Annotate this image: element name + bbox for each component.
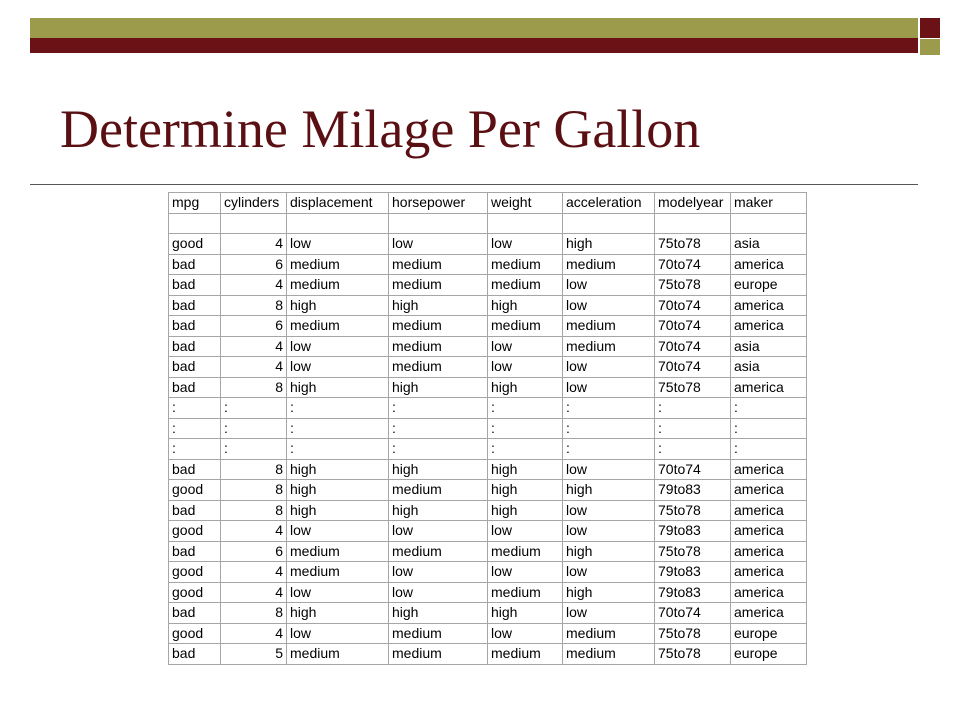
table-cell: 8 — [221, 377, 287, 398]
table-row — [169, 377, 807, 398]
table-row — [169, 254, 807, 275]
table-cell: : — [389, 418, 488, 439]
table-cell: : — [169, 398, 221, 419]
table-cell: medium — [563, 623, 655, 644]
table-cell: europe — [731, 644, 807, 665]
table-cell: 79to83 — [655, 521, 731, 542]
table-cell: 8 — [221, 459, 287, 480]
table-row — [169, 439, 807, 460]
column-header: horsepower — [389, 193, 488, 214]
table-cell: 79to83 — [655, 582, 731, 603]
table-cell: medium — [287, 541, 389, 562]
table-cell: high — [287, 459, 389, 480]
table-cell: low — [389, 234, 488, 255]
table-cell: 8 — [221, 500, 287, 521]
data-table-container — [168, 192, 806, 665]
table-cell: low — [488, 623, 563, 644]
table-cell — [389, 213, 488, 234]
table-cell: : — [655, 398, 731, 419]
table-cell: asia — [731, 234, 807, 255]
table-cell: : — [563, 418, 655, 439]
table-cell — [563, 213, 655, 234]
table-cell: medium — [287, 562, 389, 583]
table-cell: low — [563, 275, 655, 296]
table-row — [169, 644, 807, 665]
table-cell: 6 — [221, 541, 287, 562]
header-band-maroon — [30, 38, 918, 53]
table-cell: low — [563, 377, 655, 398]
table-cell: 70to74 — [655, 459, 731, 480]
table-cell: 4 — [221, 234, 287, 255]
table-cell: medium — [563, 644, 655, 665]
table-cell: : — [287, 418, 389, 439]
table-cell: medium — [563, 254, 655, 275]
table-cell: bad — [169, 316, 221, 337]
table-cell: medium — [563, 336, 655, 357]
table-cell: good — [169, 623, 221, 644]
table-cell: good — [169, 582, 221, 603]
table-cell: high — [389, 500, 488, 521]
table-row — [169, 480, 807, 501]
table-cell: medium — [488, 644, 563, 665]
table-cell: 70to74 — [655, 357, 731, 378]
table-cell: : — [221, 398, 287, 419]
table-cell: america — [731, 603, 807, 624]
table-cell: bad — [169, 377, 221, 398]
table-cell: high — [563, 541, 655, 562]
table-cell: low — [389, 582, 488, 603]
table-cell: medium — [488, 316, 563, 337]
table-cell — [169, 213, 221, 234]
table-cell: europe — [731, 623, 807, 644]
table-cell: america — [731, 254, 807, 275]
table-cell: low — [287, 582, 389, 603]
table-cell: medium — [389, 541, 488, 562]
table-cell: america — [731, 521, 807, 542]
slide-title: Determine Milage Per Gallon — [60, 99, 701, 159]
table-cell: low — [287, 521, 389, 542]
table-cell: 8 — [221, 603, 287, 624]
table-cell: low — [563, 500, 655, 521]
column-header: acceleration — [563, 193, 655, 214]
table-cell: low — [389, 521, 488, 542]
table-cell: 4 — [221, 357, 287, 378]
table-cell: low — [563, 603, 655, 624]
column-header: mpg — [169, 193, 221, 214]
table-cell: 75to78 — [655, 377, 731, 398]
table-cell: high — [488, 603, 563, 624]
table-cell: bad — [169, 459, 221, 480]
table-cell: america — [731, 562, 807, 583]
table-cell: high — [488, 459, 563, 480]
table-cell: bad — [169, 500, 221, 521]
table-cell: good — [169, 234, 221, 255]
table-cell: 75to78 — [655, 234, 731, 255]
table-cell: medium — [389, 336, 488, 357]
table-cell: : — [731, 418, 807, 439]
table-cell: america — [731, 459, 807, 480]
table-cell: america — [731, 480, 807, 501]
table-cell: high — [389, 295, 488, 316]
table-cell: bad — [169, 541, 221, 562]
table-cell: low — [488, 336, 563, 357]
table-body — [169, 193, 807, 665]
table-row — [169, 295, 807, 316]
table-cell: 75to78 — [655, 500, 731, 521]
table-row — [169, 459, 807, 480]
table-cell: 8 — [221, 480, 287, 501]
table-cell: america — [731, 541, 807, 562]
table-cell: 79to83 — [655, 562, 731, 583]
table-row — [169, 603, 807, 624]
table-cell: 70to74 — [655, 603, 731, 624]
table-cell: low — [563, 521, 655, 542]
table-row — [169, 316, 807, 337]
table-row — [169, 336, 807, 357]
table-cell: low — [563, 357, 655, 378]
table-row — [169, 582, 807, 603]
table-cell: low — [287, 234, 389, 255]
column-header: maker — [731, 193, 807, 214]
table-cell: : — [488, 418, 563, 439]
table-cell: high — [287, 480, 389, 501]
table-cell: : — [221, 418, 287, 439]
table-cell: low — [287, 623, 389, 644]
table-cell: 75to78 — [655, 275, 731, 296]
table-cell: high — [389, 603, 488, 624]
table-cell: : — [488, 439, 563, 460]
table-header-row — [169, 193, 807, 214]
data-table — [168, 192, 807, 665]
table-cell — [655, 213, 731, 234]
table-cell: 70to74 — [655, 336, 731, 357]
table-cell: : — [488, 398, 563, 419]
table-cell: medium — [389, 316, 488, 337]
table-cell: medium — [488, 254, 563, 275]
table-cell: high — [488, 295, 563, 316]
table-cell: 6 — [221, 316, 287, 337]
table-cell: 4 — [221, 275, 287, 296]
corner-square-maroon — [920, 18, 940, 38]
table-cell: 70to74 — [655, 254, 731, 275]
table-cell: high — [563, 234, 655, 255]
column-header: modelyear — [655, 193, 731, 214]
table-cell: high — [389, 459, 488, 480]
table-cell: bad — [169, 336, 221, 357]
table-cell: : — [655, 418, 731, 439]
table-cell: america — [731, 377, 807, 398]
table-row — [169, 213, 807, 234]
table-cell: america — [731, 316, 807, 337]
table-cell: 5 — [221, 644, 287, 665]
table-cell: : — [389, 439, 488, 460]
table-cell: bad — [169, 275, 221, 296]
table-cell: high — [488, 480, 563, 501]
table-cell: low — [488, 357, 563, 378]
table-cell: : — [389, 398, 488, 419]
table-row — [169, 418, 807, 439]
table-cell: low — [563, 562, 655, 583]
table-row — [169, 521, 807, 542]
table-cell: medium — [563, 316, 655, 337]
table-cell: america — [731, 582, 807, 603]
table-row — [169, 398, 807, 419]
table-row — [169, 623, 807, 644]
table-cell: 4 — [221, 623, 287, 644]
table-cell: 6 — [221, 254, 287, 275]
table-cell — [287, 213, 389, 234]
table-row — [169, 500, 807, 521]
table-row — [169, 275, 807, 296]
table-cell: low — [488, 234, 563, 255]
table-cell: high — [488, 377, 563, 398]
table-cell: 4 — [221, 521, 287, 542]
table-cell: asia — [731, 336, 807, 357]
table-cell: low — [563, 295, 655, 316]
table-cell: 70to74 — [655, 295, 731, 316]
table-cell — [731, 213, 807, 234]
table-cell: europe — [731, 275, 807, 296]
header-band-olive — [30, 18, 918, 38]
table-cell: : — [655, 439, 731, 460]
table-cell: : — [563, 439, 655, 460]
table-cell: : — [287, 439, 389, 460]
table-cell: high — [287, 500, 389, 521]
table-cell: bad — [169, 357, 221, 378]
table-cell: low — [389, 562, 488, 583]
column-header: displacement — [287, 193, 389, 214]
table-cell: 79to83 — [655, 480, 731, 501]
table-cell: low — [563, 459, 655, 480]
table-cell: 75to78 — [655, 644, 731, 665]
table-cell: low — [287, 357, 389, 378]
table-cell: good — [169, 521, 221, 542]
table-cell: medium — [389, 623, 488, 644]
table-cell — [488, 213, 563, 234]
table-cell: high — [287, 377, 389, 398]
column-header: weight — [488, 193, 563, 214]
table-cell: 4 — [221, 562, 287, 583]
table-cell: low — [287, 336, 389, 357]
table-cell: medium — [389, 275, 488, 296]
table-cell: low — [488, 521, 563, 542]
title-divider — [30, 184, 918, 185]
table-cell: high — [287, 603, 389, 624]
table-cell: america — [731, 295, 807, 316]
table-cell: 4 — [221, 582, 287, 603]
corner-square-olive — [920, 39, 940, 55]
table-cell: bad — [169, 254, 221, 275]
table-cell: 70to74 — [655, 316, 731, 337]
table-cell: : — [731, 398, 807, 419]
table-cell: bad — [169, 603, 221, 624]
table-cell: america — [731, 500, 807, 521]
table-cell: medium — [488, 541, 563, 562]
table-cell: high — [287, 295, 389, 316]
table-row — [169, 541, 807, 562]
table-cell: high — [488, 500, 563, 521]
table-cell: medium — [287, 275, 389, 296]
table-cell: medium — [389, 644, 488, 665]
table-cell: good — [169, 562, 221, 583]
table-cell: : — [169, 418, 221, 439]
table-cell: 8 — [221, 295, 287, 316]
table-cell: : — [221, 439, 287, 460]
table-cell: high — [389, 377, 488, 398]
table-cell: medium — [287, 254, 389, 275]
table-row — [169, 357, 807, 378]
table-cell: low — [488, 562, 563, 583]
table-cell: high — [563, 582, 655, 603]
column-header: cylinders — [221, 193, 287, 214]
table-cell: medium — [389, 357, 488, 378]
table-cell: asia — [731, 357, 807, 378]
table-cell: bad — [169, 644, 221, 665]
table-cell: medium — [389, 480, 488, 501]
table-cell — [221, 213, 287, 234]
table-cell: 75to78 — [655, 623, 731, 644]
table-cell: 4 — [221, 336, 287, 357]
table-cell: medium — [287, 644, 389, 665]
table-cell: : — [563, 398, 655, 419]
table-cell: : — [169, 439, 221, 460]
table-cell: 75to78 — [655, 541, 731, 562]
table-cell: : — [287, 398, 389, 419]
table-cell: medium — [488, 275, 563, 296]
table-row — [169, 562, 807, 583]
table-cell: medium — [287, 316, 389, 337]
table-cell: medium — [389, 254, 488, 275]
table-cell: bad — [169, 295, 221, 316]
table-cell: medium — [488, 582, 563, 603]
table-cell: good — [169, 480, 221, 501]
table-row — [169, 234, 807, 255]
table-cell: high — [563, 480, 655, 501]
table-cell: : — [731, 439, 807, 460]
